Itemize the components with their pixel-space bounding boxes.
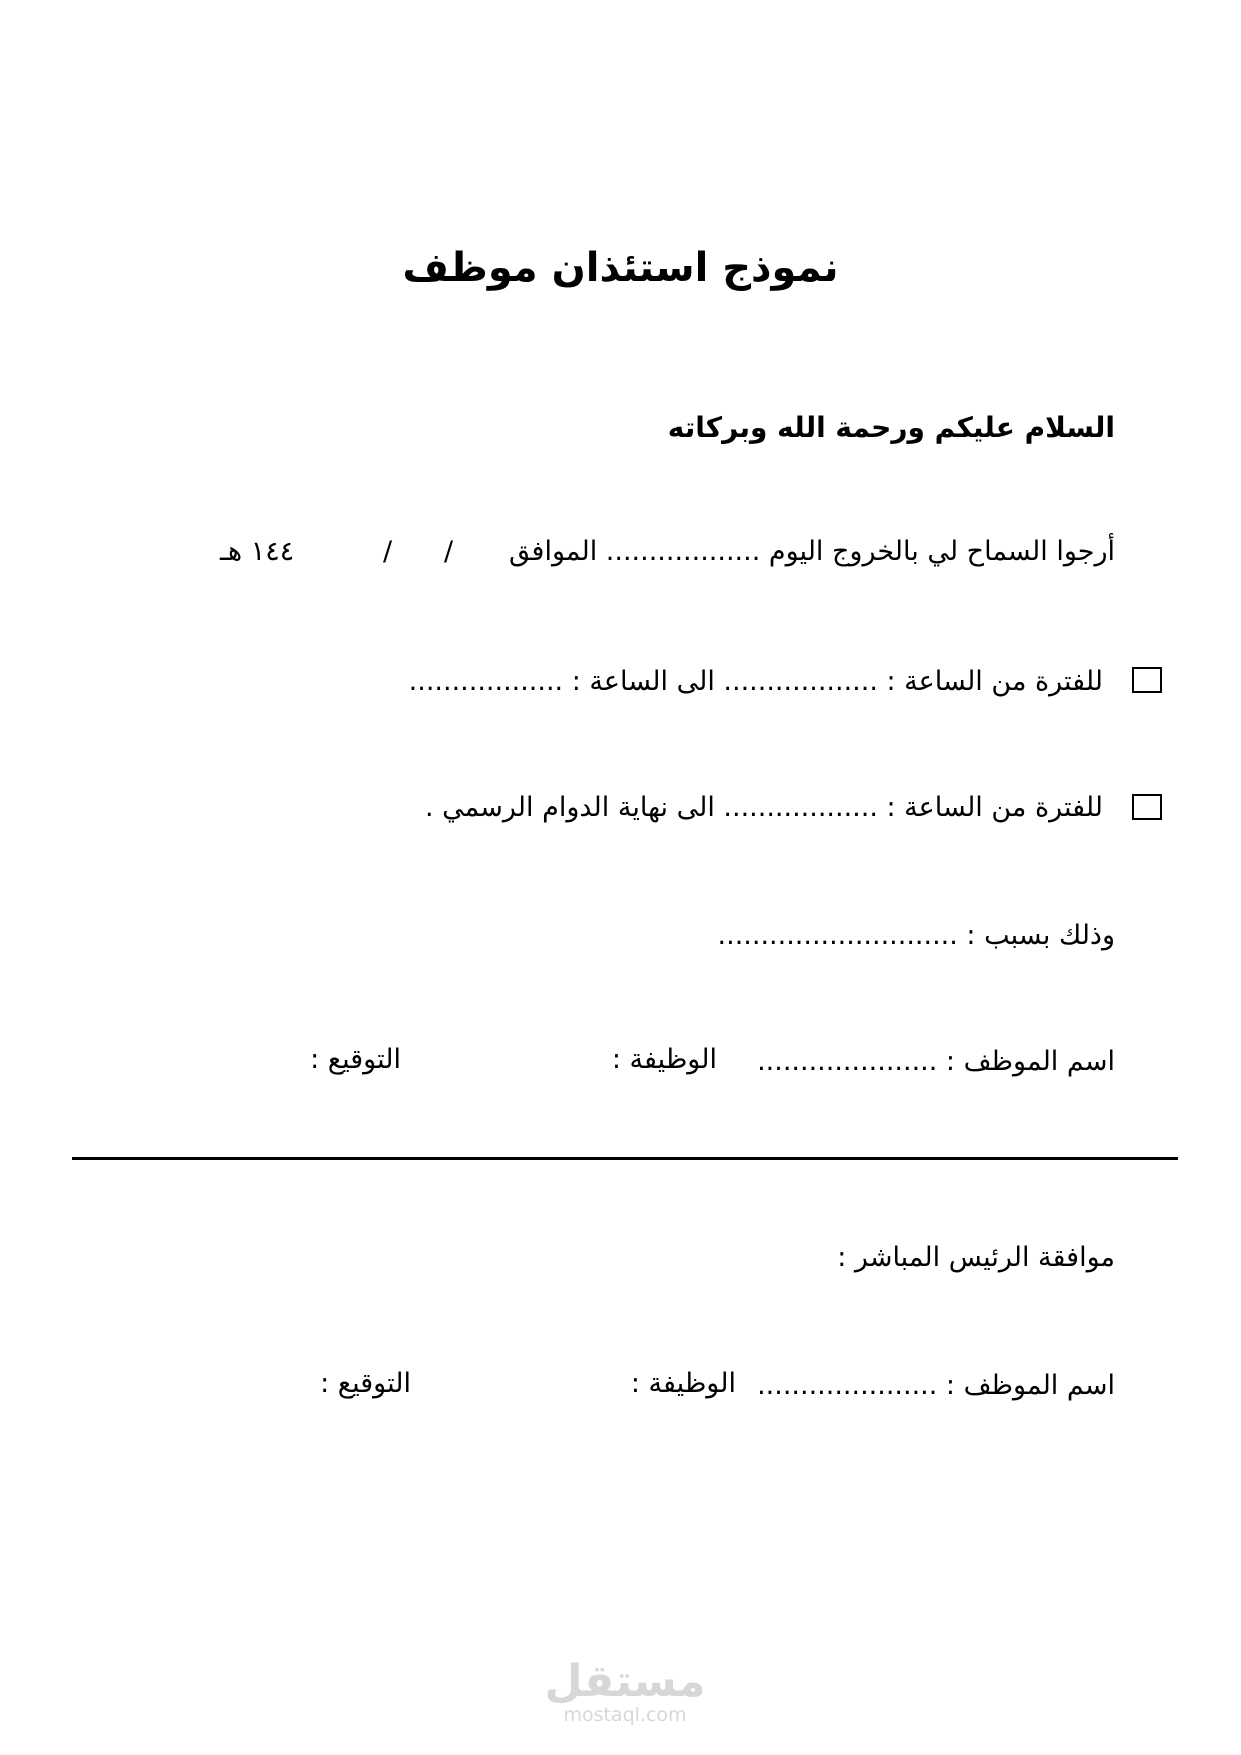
date-slash-1: / bbox=[444, 536, 454, 567]
mostaql-url: mostaql.com bbox=[563, 1704, 687, 1726]
request-line-text: أرجوا السماح لي بالخروج اليوم .................. الموافق bbox=[509, 536, 1115, 567]
hijri-year-suffix: ١٤٤ هـ bbox=[220, 536, 295, 567]
section-divider bbox=[72, 1157, 1178, 1160]
option2-checkbox[interactable] bbox=[1132, 794, 1162, 820]
option1-text: للفترة من الساعة : .................. الى الساعة : .................. bbox=[408, 666, 1103, 697]
mostaql-watermark bbox=[540, 1656, 710, 1726]
manager-signature-label: التوقيع : bbox=[320, 1368, 411, 1399]
manager-job-label: الوظيفة : bbox=[630, 1368, 736, 1399]
manager-approval-heading: موافقة الرئيس المباشر : bbox=[837, 1242, 1115, 1273]
manager-name-field: اسم الموظف : ..................... bbox=[757, 1370, 1115, 1401]
option2-text: للفترة من الساعة : .................. الى نهاية الدوام الرسمي . bbox=[425, 792, 1103, 823]
employee-job-label: الوظيفة : bbox=[611, 1044, 717, 1075]
reason-field: وذلك بسبب : ............................ bbox=[717, 920, 1115, 951]
employee-signature-label: التوقيع : bbox=[310, 1044, 401, 1075]
greeting-text: السلام عليكم ورحمة الله وبركاته bbox=[667, 411, 1115, 444]
employee-name-field: اسم الموظف : ..................... bbox=[757, 1046, 1115, 1077]
mostaql-logo: مستقل bbox=[544, 1656, 706, 1707]
option1-checkbox[interactable] bbox=[1132, 667, 1162, 693]
date-slash-2: / bbox=[383, 536, 393, 567]
page-title: نموذج استئذان موظف bbox=[402, 245, 839, 291]
